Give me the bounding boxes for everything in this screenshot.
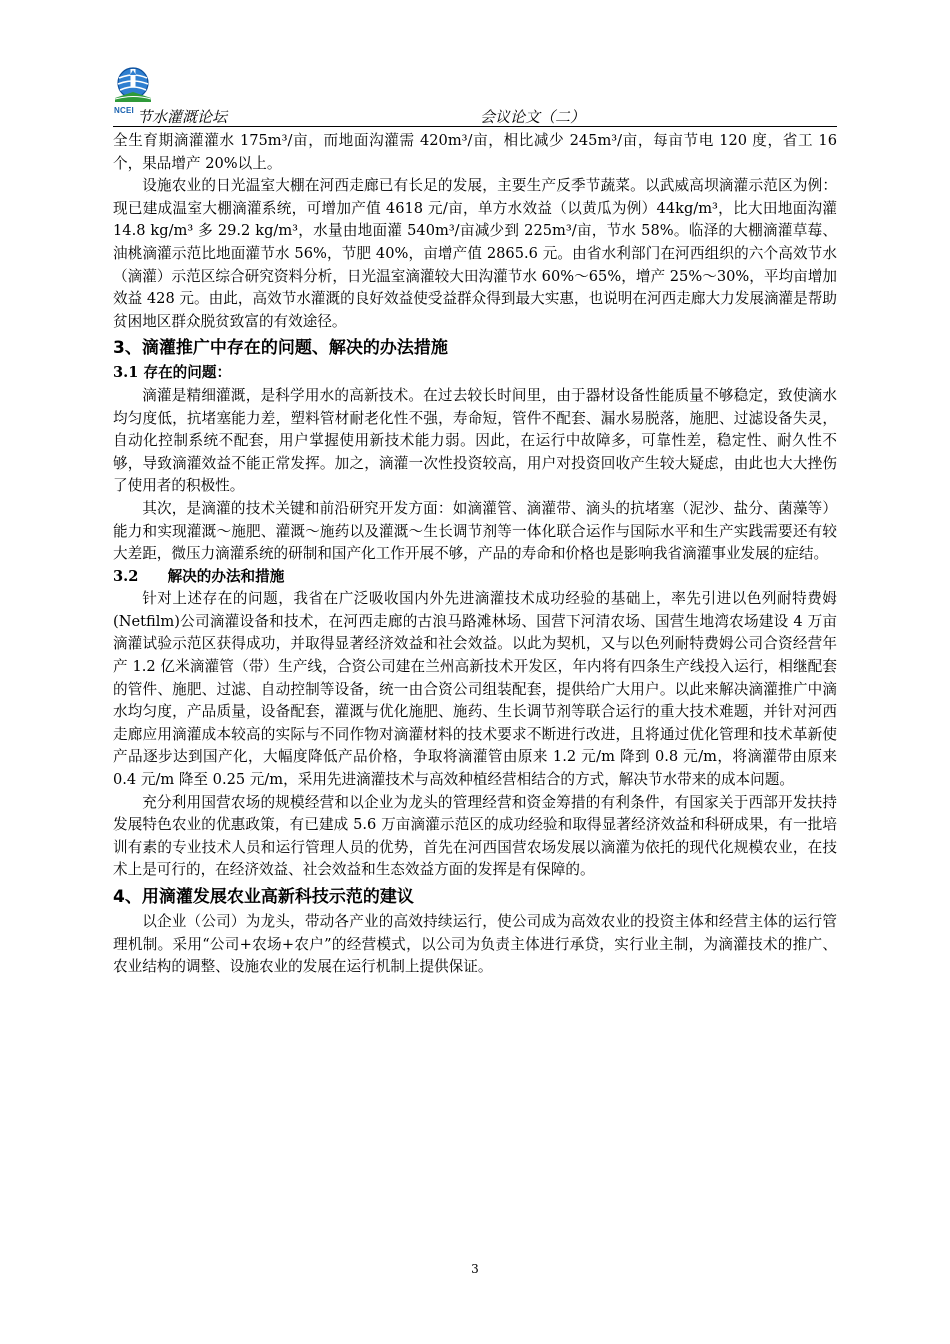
paragraph: 滴灌是精细灌溉，是科学用水的高新技术。在过去较长时间里，由于器材设备性能质量不够稳定，致使滴水均匀度低，抗堵塞能力差，塑料管材耐老化性不强，寿命短，管件不配套、漏水易脱落，施肥、过滤设备失灵，自动化控制系统不配套，用户掌握使用新技术能力弱。因此，在运行中故障多，可靠性差，稳定性、耐久性不够，导致滴灌效益不能正常发挥。加之，滴灌一次性投资较高，用户对投资回收产生较大疑虑，由此也大大挫伤了使用者的积极性。 [113,386,837,495]
subsection-3-2-heading: 3.2 解决的办法和措施 [113,567,285,585]
paragraph: 以企业（公司）为龙头，带动各产业的高效持续运行，使公司成为高效农业的投资主体和经营主体的运行管理机制。采用“公司+农场+农户”的经营模式，以公司为负责主体进行承贷，实行业主制，为滴灌技术的推广、农业结构的调整、设施农业的发展在运行机制上提供保证。 [113,913,837,976]
page-number: 3 [471,1262,479,1276]
paragraph: 充分利用国营农场的规模经营和以企业为龙头的管理经营和资金筹措的有利条件，有国家关于西部开发扶持发展特色农业的优惠政策，有已建成 5.6 万亩滴灌示范区的成功经验和取得显著经济效益和科研成果，有一批培训有素的专业技术人员和运行管理人员的优势，首先在河西国营农场发展以滴灌为依托的现代化规模农业，在技术上是可行的，在经济效益、社会效益和生态效益方面的发挥是有保障的。 [113,793,837,879]
section-label: 会议论文（二） [480,108,586,126]
paragraph: 设施农业的日光温室大棚在河西走廊已有长足的发展，主要生产反季节蔬菜。以武威高坝滴灌示范区为例：现已建成温室大棚滴灌系统，可增加产值 4618 元/亩，单方水效益（以黄瓜为例）44kg/m³，比大田地面沟灌 14.8 kg/m³ 多 29.2 kg/m³，水量由地面灌 540m³/亩减少到 225m³/亩，节水 58%。临泽的大棚滴灌草莓、油桃滴灌示范比地面灌节水 56%，节肥 40%，亩增产值 2865.6 元。由省水利部门在河西组织的六个高效节水（滴灌）示范区综合研究资料分析，日光温室滴灌较大田沟灌节水 60%～65%，增产 25%～30%，平均亩增加效益 428 元。由此，高效节水灌溉的良好效益使受益群众得到最大实惠，也说明在河西走廊大力发展滴灌是帮助贫困地区群众脱贫致富的有效途径。 [113,177,837,330]
forum-title: 节水灌溉论坛 [137,108,228,126]
paragraph: 其次，是滴灌的技术关键和前沿研究开发方面：如滴灌管、滴灌带、滴头的抗堵塞（泥沙、盐分、菌藻等）能力和实现灌溉～施肥、灌溉～施药以及灌溉～生长调节剂等一体化联合运作与国际水平和生产实践需要还有较大差距，微压力滴灌系统的研制和国产化工作开展不够，产品的寿命和价格也是影响我省滴灌事业发展的症结。 [113,499,837,563]
globe-icon [113,66,155,108]
logo-text: NCEI [114,106,134,115]
paragraph: 针对上述存在的问题，我省在广泛吸收国内外先进滴灌技术成功经验的基础上，率先引进以色列耐特费姆(Netfilm)公司滴灌设备和技术，在河西走廊的古浪马路滩林场、国营下河清农场、国营生地湾农场建设 4 万亩滴灌试验示范区获得成功，并取得显著经济效益和社会效益。以此为契机，又与以色列耐特费姆公司合资经营年产 1.2 亿米滴灌管（带）生产线，合资公司建在兰州高新技术开发区，年内将有四条生产线投入运行，相继配套的管件、施肥、过滤、自动控制等设备，统一由合资公司组装配套，提供给广大用户。以此来解决滴灌推广中滴水均匀度，产品质量，设备配套，灌溉与优化施肥、施药、生长调节剂等联合运行的重大技术难题，并针对河西走廊应用滴灌成本较高的实际与不同作物对滴灌材料的技术要求不断进行改进，且将通过优化管理和技术革新使产品逐步达到国产化，大幅度降低产品价格，争取将滴灌管由原来 1.2 元/m 降到 0.8 元/m，将滴灌带由原来 0.4 元/m 降至 0.25 元/m，采用先进滴灌技术与高效种植经营相结合的方式，解决节水带来的成本问题。 [113,590,837,789]
page-header [113,66,837,130]
section-3-heading: 3、滴灌推广中存在的问题、解决的办法措施 [113,338,448,359]
section-4-heading: 4、用滴灌发展农业高新科技示范的建议 [113,887,414,907]
page-content [113,130,837,979]
subsection-3-1-heading: 3.1 存在的问题： [113,364,232,382]
paragraph: 全生育期滴灌灌水 175m³/亩，而地面沟灌需 420m³/亩，相比减少 245m³/亩，每亩节电 120 度，省工 16 个，果品增产 20%以上。 [113,132,837,172]
header-divider [113,126,837,127]
